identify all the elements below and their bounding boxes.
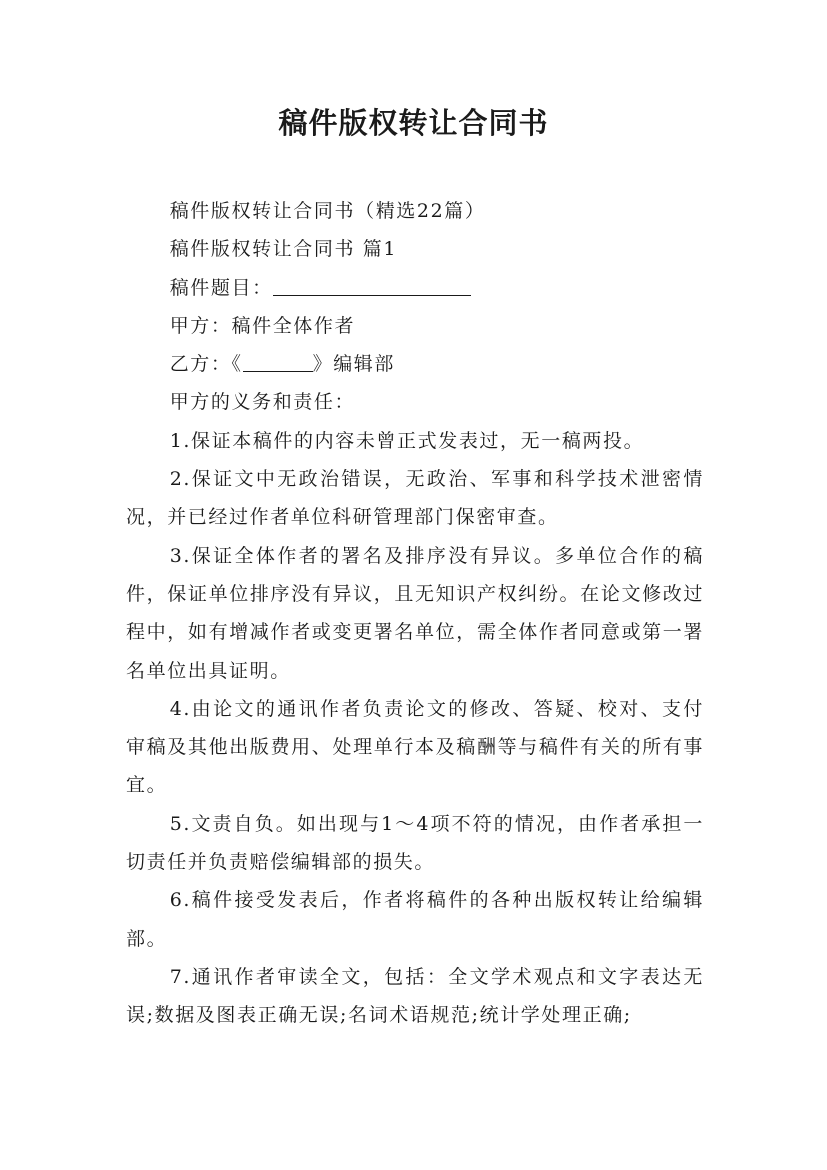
- intro-line: 稿件版权转让合同书（精选22篇）: [169, 200, 486, 222]
- party-b-line: [126, 345, 704, 383]
- clause-5: 5.文责自负。如出现与1～4项不符的情况，由作者承担一切责任并负责赔偿编辑部的损失。: [126, 812, 704, 874]
- clause-6: 6.稿件接受发表后，作者将稿件的各种出版权转让给编辑部。: [126, 889, 704, 950]
- clause-7: 7.通讯作者审读全文，包括：全文学术观点和文字表达无误;数据及图表正确无误;名词术语规范;统计学处理正确;: [126, 965, 704, 1027]
- clause-3: 3.保证全体作者的署名及排序没有异议。多单位合作的稿件，保证单位排序没有异议，且无知识产权纠纷。在论文修改过程中，如有增减作者或变更署名单位，需全体作者同意或第一署名单位出具证明。: [126, 544, 704, 682]
- clause-2: 2.保证文中无政治错误，无政治、军事和科学技术泄密情况，并已经过作者单位科研管理部门保密审查。: [126, 468, 704, 529]
- party-b-prefix: 乙方：《: [169, 353, 243, 376]
- journal-name-blank: [243, 351, 313, 372]
- section-line: 稿件版权转让合同书 篇1: [169, 238, 398, 261]
- clause-4: 4.由论文的通讯作者负责论文的修改、答疑、校对、支付审稿及其他出版费用、处理单行本及稿酬等与稿件有关的所有事宜。: [126, 697, 704, 797]
- manuscript-title-blank: [273, 275, 471, 296]
- duties-heading: 甲方的义务和责任：: [169, 391, 356, 414]
- manuscript-label: 稿件题目：: [169, 276, 273, 299]
- party-a-line: 甲方：稿件全体作者: [169, 314, 356, 337]
- document-title: 稿件版权转让合同书: [278, 106, 549, 140]
- document-body: [126, 192, 704, 1035]
- party-b-suffix: 》编辑部: [312, 353, 395, 376]
- clause-1: 1.保证本稿件的内容未曾正式发表过，无一稿两投。: [169, 429, 645, 452]
- manuscript-title-line: [126, 269, 704, 307]
